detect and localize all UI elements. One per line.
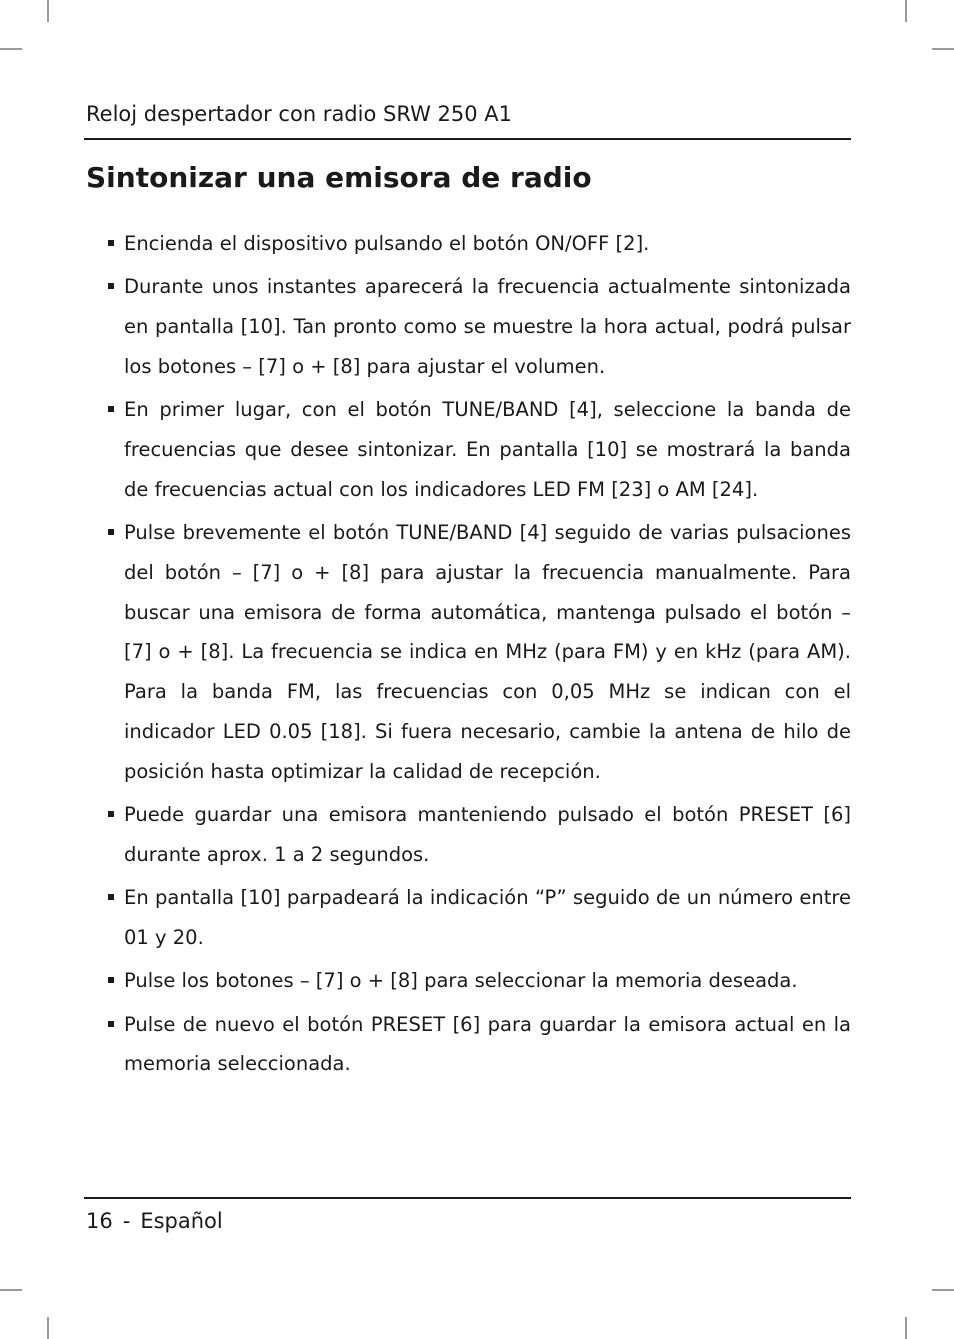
crop-mark-top-left-h: [0, 48, 22, 50]
list-item: [106, 267, 851, 386]
list-item-text: Puede guardar una emisora manteniendo pulsado el botón PRESET [6] durante aprox. 1 a 2 segundos.: [124, 803, 851, 866]
list-item: [106, 1005, 851, 1085]
list-item-text: Pulse brevemente el botón TUNE/BAND [4] seguido de varias pulsaciones del botón – [7] o + [8] para ajustar la frecuencia manualmente. Para buscar una emisora de forma automática, mantenga pulsado el botón – [7] o + [8]. La frecuencia se indica en MHz (para FM) y en kHz (para AM). Para la banda FM, las frecuencias con 0,05 MHz se indican con el indicador LED 0.05 [18]. Si fuera necesario, cambie la antena de hilo de posición hasta optimizar la calidad de recepción.: [124, 521, 851, 783]
list-item: [106, 795, 851, 875]
square-bullet-icon: [108, 529, 114, 535]
list-item-text: En pantalla [10] parpadeará la indicación “P” seguido de un número entre 01 y 20.: [124, 886, 851, 950]
square-bullet-icon: [108, 283, 114, 289]
list-item: [106, 961, 851, 1001]
square-bullet-icon: [108, 1021, 114, 1027]
list-item-text: Pulse los botones – [7] o + [8] para seleccionar la memoria deseada.: [124, 969, 798, 993]
section-title: Sintonizar una emisora de radio: [86, 161, 592, 194]
list-item-text: Pulse de nuevo el botón PRESET [6] para guardar la emisora actual en la memoria seleccionada.: [124, 1012, 851, 1076]
list-item-text: Encienda el dispositivo pulsando el botón ON/OFF [2].: [124, 232, 650, 255]
crop-mark-bottom-right: [905, 1317, 907, 1339]
running-header: Reloj despertador con radio SRW 250 A1: [86, 102, 512, 126]
square-bullet-icon: [108, 406, 114, 412]
list-item: [106, 390, 851, 509]
crop-mark-bottom-right-h: [932, 1289, 954, 1291]
list-item: [106, 224, 851, 264]
footer-separator: -: [122, 1209, 131, 1233]
crop-mark-top-right-h: [932, 48, 954, 50]
square-bullet-icon: [108, 977, 114, 983]
footer-rule: [84, 1197, 851, 1199]
instruction-list: [106, 224, 851, 1088]
list-item: [106, 878, 851, 958]
footer-language: Español: [140, 1209, 223, 1233]
list-item: [106, 513, 851, 792]
header-rule: [84, 138, 851, 140]
square-bullet-icon: [108, 240, 114, 246]
square-bullet-icon: [108, 811, 114, 817]
crop-mark-bottom-left-h: [0, 1289, 22, 1291]
square-bullet-icon: [108, 894, 114, 900]
crop-mark-top-left: [47, 0, 49, 22]
list-item-text: Durante unos instantes aparecerá la frecuencia actualmente sintonizada en pantalla [10]. Tan pronto como se muestre la hora actual, podrá pulsar los botones – [7] o + [8] para ajustar el volumen.: [124, 275, 851, 378]
list-item-text: En primer lugar, con el botón TUNE/BAND [4], seleccione la banda de frecuencias que desee sintonizar. En pantalla [10] se mostrará la banda de frecuencias actual con los indicadores LED FM [23] o AM [24].: [124, 398, 851, 501]
crop-mark-bottom-left: [47, 1317, 49, 1339]
page-number: 16: [86, 1209, 113, 1233]
crop-mark-top-right: [905, 0, 907, 22]
page-footer: [86, 1206, 223, 1236]
